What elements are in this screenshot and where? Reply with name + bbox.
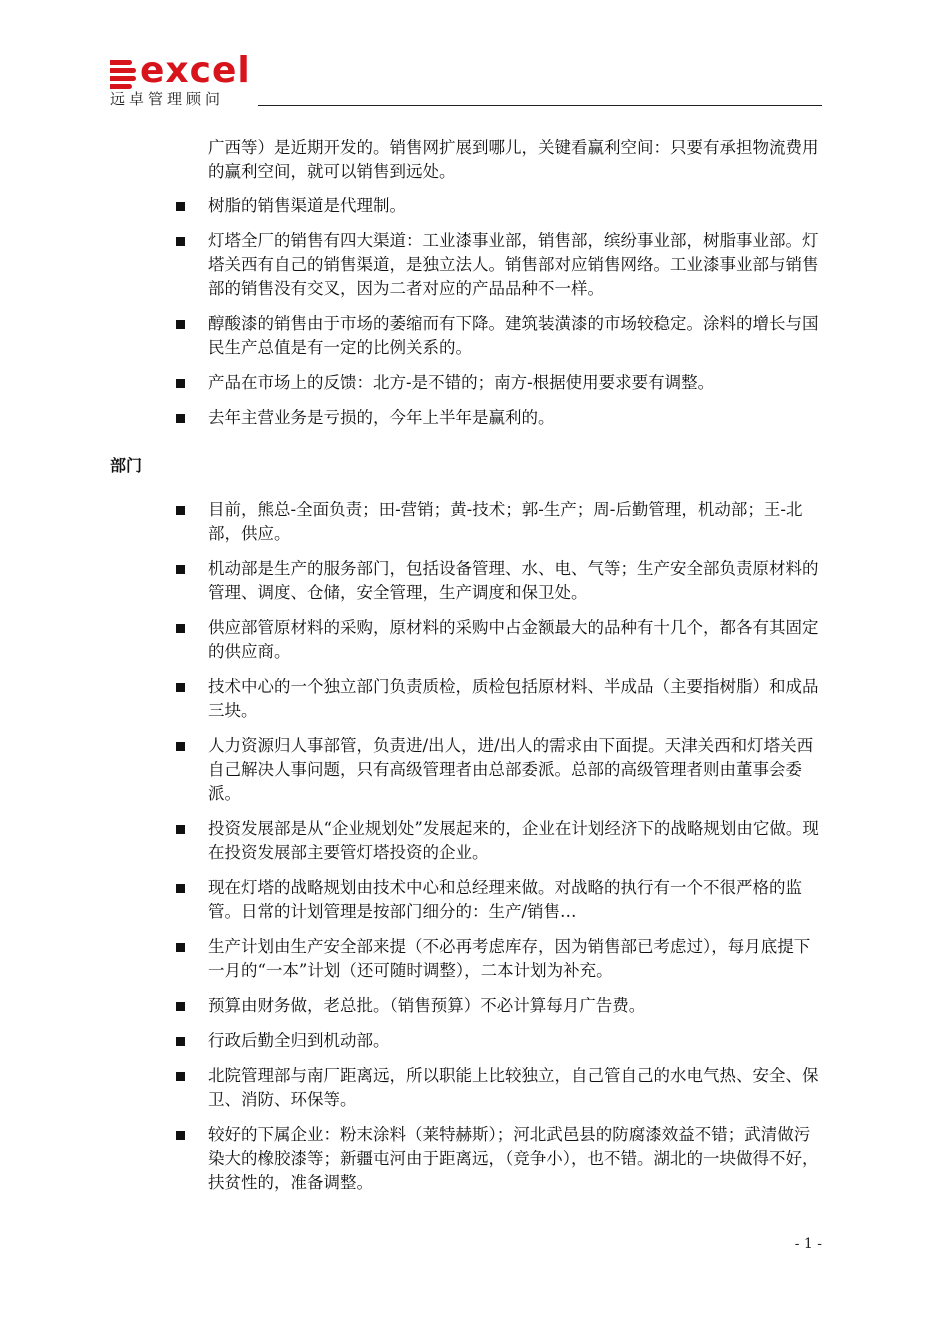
list-item-text: 灯塔全厂的销售有四大渠道：工业漆事业部，销售部，缤纷事业部，树脂事业部。灯塔关西有自己的销售渠道，是独立法人。销售部对应销售网络。工业漆事业部与销售部的销售没有交叉，因为二者对应的产品品种不一样。	[208, 231, 819, 298]
list-item	[110, 935, 822, 983]
square-bullet-icon	[176, 506, 185, 515]
list-item	[110, 194, 822, 218]
list-item	[110, 876, 822, 924]
list-item-text: 产品在市场上的反馈：北方-是不错的；南方-根据使用要求要有调整。	[208, 373, 715, 392]
list-item-text: 技术中心的一个独立部门负责质检，质检包括原材料、半成品（主要指树脂）和成品三块。	[208, 677, 819, 720]
sales-list	[110, 194, 822, 430]
square-bullet-icon	[176, 624, 185, 633]
list-item-text: 树脂的销售渠道是代理制。	[208, 196, 406, 215]
list-item	[110, 675, 822, 723]
square-bullet-icon	[176, 683, 185, 692]
square-bullet-icon	[176, 237, 185, 246]
list-item	[110, 229, 822, 301]
list-item-text: 机动部是生产的服务部门，包括设备管理、水、电、气等；生产安全部负责原材料的管理、调度、仓储，安全管理，生产调度和保卫处。	[208, 559, 819, 602]
square-bullet-icon	[176, 1072, 185, 1081]
list-item	[110, 994, 822, 1018]
square-bullet-icon	[176, 943, 185, 952]
square-bullet-icon	[176, 1002, 185, 1011]
list-item-text: 去年主营业务是亏损的，今年上半年是赢利的。	[208, 408, 555, 427]
list-item-text: 生产计划由生产安全部来提（不必再考虑库存，因为销售部已考虑过），每月底提下一月的“一本”计划（还可随时调整），二本计划为补充。	[208, 937, 811, 980]
page-header	[110, 52, 822, 108]
list-item	[110, 817, 822, 865]
page-number: - 1 -	[794, 1236, 822, 1252]
square-bullet-icon	[176, 565, 185, 574]
list-item	[110, 406, 822, 430]
bexcel-logo	[110, 50, 251, 91]
list-item	[110, 616, 822, 664]
continuation-paragraph: 广西等）是近期开发的。销售网扩展到哪儿，关键看赢利空间：只要有承担物流费用的赢利空间，就可以销售到远处。	[208, 138, 819, 181]
square-bullet-icon	[176, 320, 185, 329]
list-item	[110, 1029, 822, 1053]
list-item-text: 醇酸漆的销售由于市场的萎缩而有下降。建筑装潢漆的市场较稳定。涂料的增长与国民生产总值是有一定的比例关系的。	[208, 314, 819, 357]
list-item-text: 目前，熊总-全面负责；田-营销；黄-技术；郭-生产；周-后勤管理，机动部；王-北部，供应。	[208, 500, 803, 543]
section-title-departments: 部门	[110, 456, 143, 475]
square-bullet-icon	[176, 1037, 185, 1046]
document-body	[110, 136, 822, 1206]
square-bullet-icon	[176, 202, 185, 211]
logo-text: excel	[140, 50, 251, 91]
logo-subtitle: 远卓管理顾问	[110, 90, 225, 108]
list-item	[110, 1064, 822, 1112]
list-item-text: 预算由财务做，老总批。（销售预算）不必计算每月广告费。	[208, 996, 646, 1015]
header-rule	[258, 105, 822, 106]
list-item-text: 供应部管原材料的采购，原材料的采购中占金额最大的品种有十几个，都各有其固定的供应商。	[208, 618, 819, 661]
list-item	[110, 1123, 822, 1195]
square-bullet-icon	[176, 884, 185, 893]
list-item-text: 较好的下属企业：粉末涂料（莱特赫斯）；河北武邑县的防腐漆效益不错；武清做污染大的橡胶漆等；新疆屯河由于距离远，（竞争小），也不错。湖北的一块做得不好，扶贫性的，准备调整。	[208, 1125, 819, 1192]
square-bullet-icon	[176, 1131, 185, 1140]
list-item	[110, 371, 822, 395]
list-item-text: 投资发展部是从“企业规划处”发展起来的，企业在计划经济下的战略规划由它做。现在投资发展部主要管灯塔投资的企业。	[208, 819, 819, 862]
list-item	[110, 312, 822, 360]
square-bullet-icon	[176, 825, 185, 834]
list-item	[110, 498, 822, 546]
department-list	[110, 498, 822, 1195]
list-item-text: 人力资源归人事部管，负责进/出人，进/出人的需求由下面提。天津关西和灯塔关西自己解决人事问题，只有高级管理者由总部委派。总部的高级管理者则由董事会委派。	[208, 736, 814, 803]
list-item-text: 行政后勤全归到机动部。	[208, 1031, 390, 1050]
list-item-text: 现在灯塔的战略规划由技术中心和总经理来做。对战略的执行有一个不很严格的监管。日常的计划管理是按部门细分的：生产/销售…	[208, 878, 802, 921]
list-item	[110, 557, 822, 605]
square-bullet-icon	[176, 742, 185, 751]
list-item	[110, 734, 822, 806]
list-item-text: 北院管理部与南厂距离远，所以职能上比较独立，自己管自己的水电气热、安全、保卫、消防、环保等。	[208, 1066, 819, 1109]
square-bullet-icon	[176, 379, 185, 388]
logo-mark-icon	[110, 58, 138, 88]
square-bullet-icon	[176, 414, 185, 423]
